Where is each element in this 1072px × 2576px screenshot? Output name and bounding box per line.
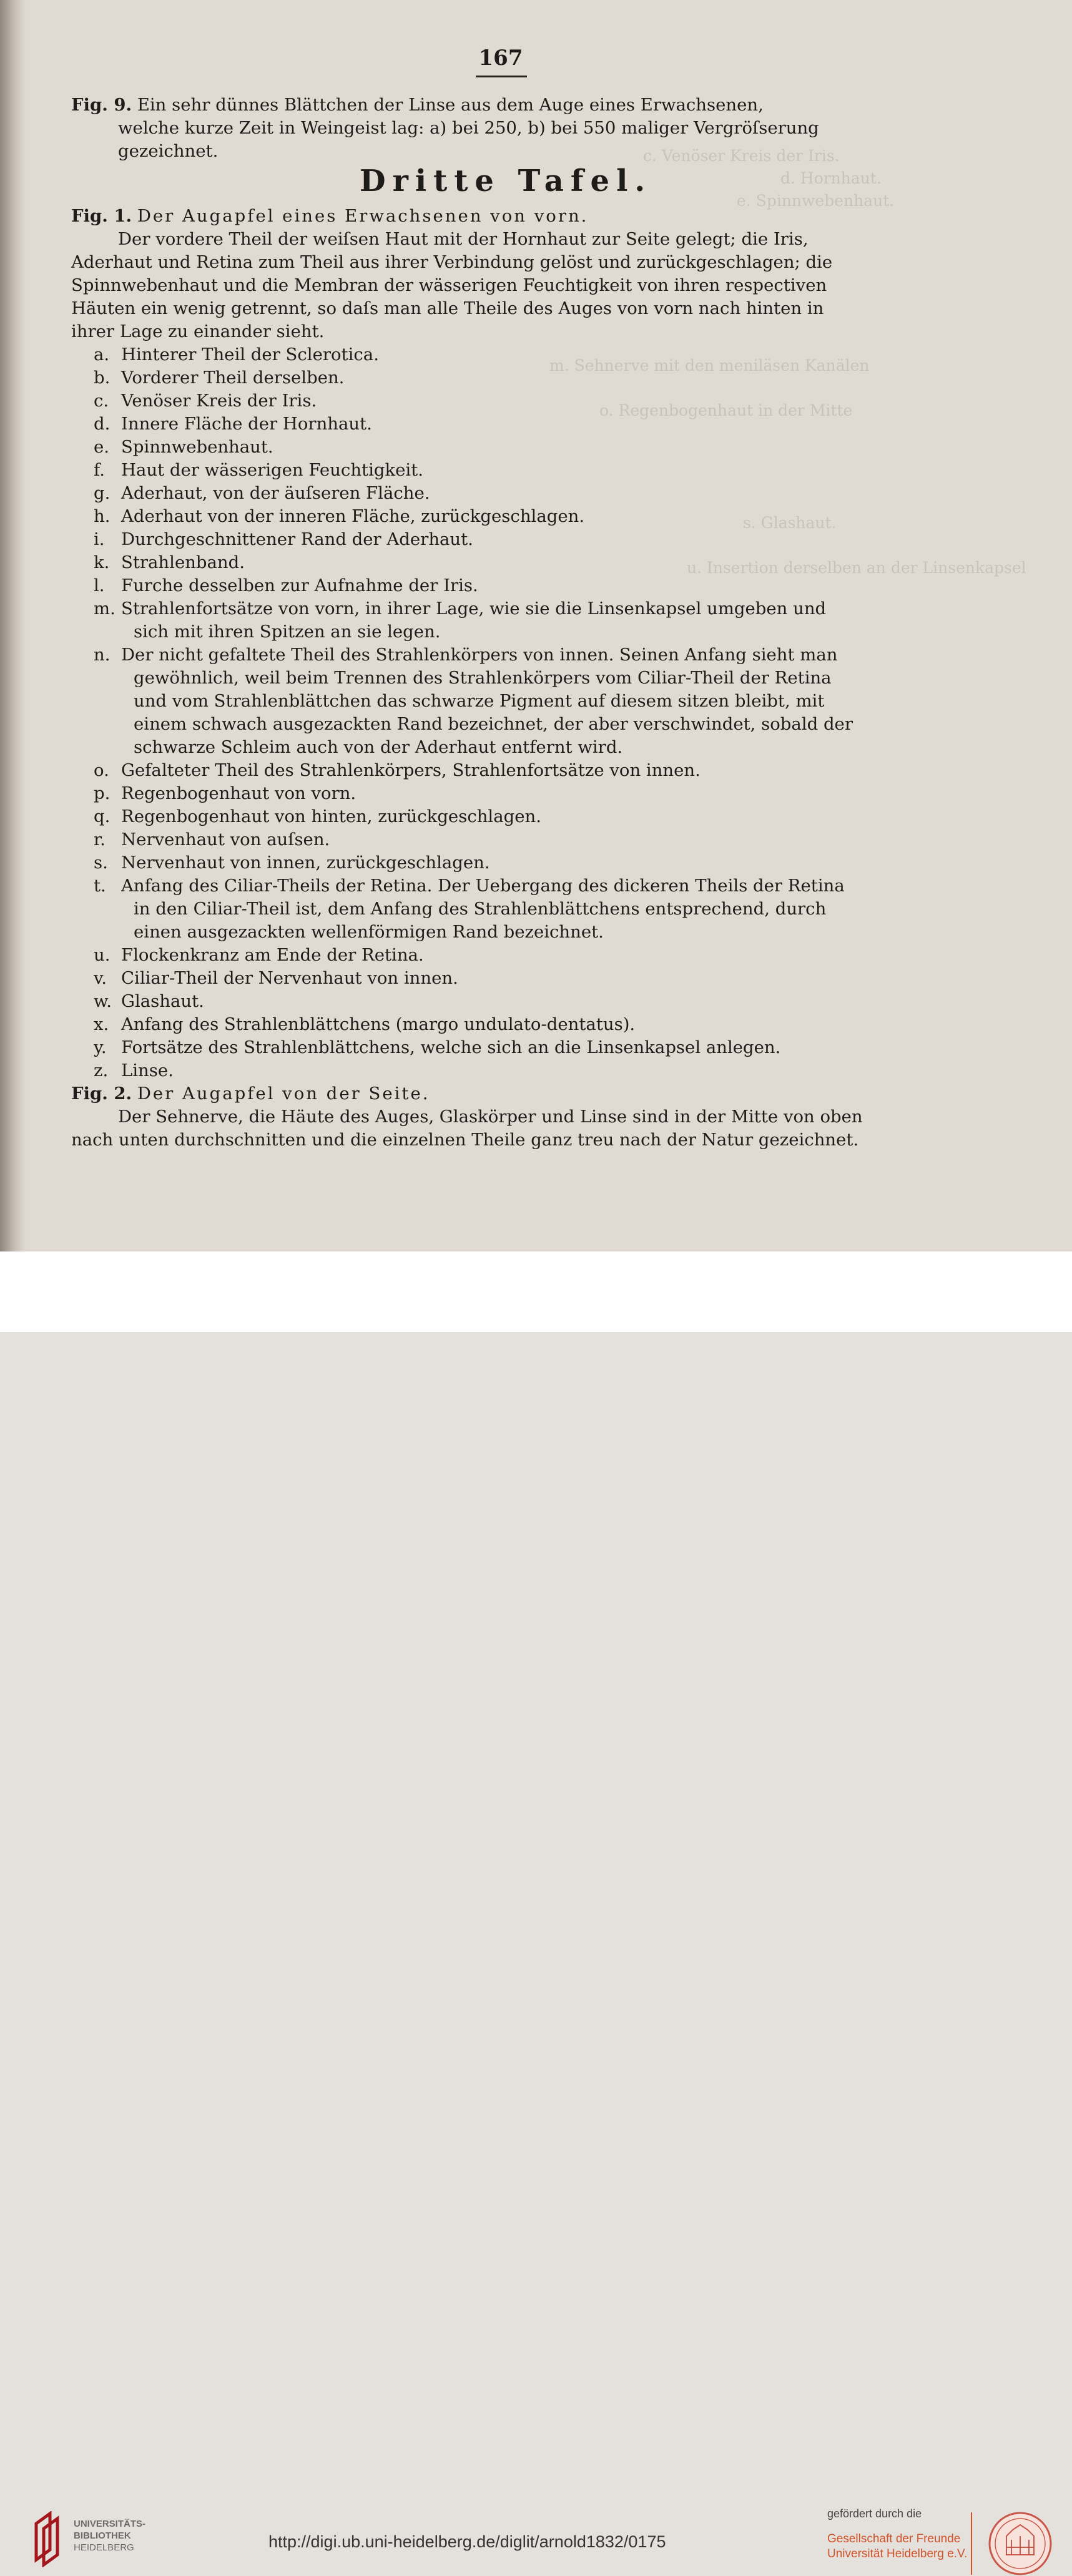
fig1-item-line: schwarze Schleim auch von der Aderhaut entfernt wird. <box>134 737 623 757</box>
funded-by-text: gefördert durch die <box>827 2507 922 2520</box>
item-text: Innere Fläche der Hornhaut. <box>121 414 372 434</box>
item-text: Der nicht gefaltete Theil des Strahlenkörpers von innen. Seinen Anfang sieht man <box>121 645 838 665</box>
fig1-intro-line: ihrer Lage zu einander sieht. <box>71 321 325 341</box>
fig1-block <box>71 205 920 1152</box>
fig1-item-line <box>94 782 920 805</box>
fig1-item-line <box>94 482 920 505</box>
scanned-page <box>0 0 1072 1251</box>
show-through-text: d. Hornhaut. <box>780 169 882 187</box>
fig1-item-line: in den Ciliar-Theil ist, dem Anfang des Strahlenblättchens entsprechend, durch <box>134 899 827 919</box>
item-text: Regenbogenhaut von vorn. <box>121 783 357 803</box>
footer <box>0 1251 1072 2560</box>
fig2-line: nach unten durchschnitten und die einzelnen Theile ganz treu nach der Natur gezeichnet. <box>71 1130 859 1150</box>
fig1-title-line <box>71 205 920 228</box>
fig1-item-line <box>94 967 920 990</box>
item-label: o. <box>94 760 109 780</box>
fig1-item-line: gewöhnlich, weil beim Trennen des Strahlenkörpers vom Ciliar-Theil der Retina <box>134 668 832 688</box>
fig1-item-line <box>94 343 920 366</box>
item-text: Hinterer Theil der Sclerotica. <box>121 345 379 365</box>
ub-logo-icon <box>31 2511 69 2567</box>
item-label: h. <box>94 506 111 526</box>
fig9-block <box>71 94 920 163</box>
fig1-item-line <box>94 574 920 597</box>
fig2-line: Der Sehnerve, die Häute des Auges, Glaskörper und Linse sind in der Mitte von oben <box>118 1107 863 1127</box>
item-text: Fortsätze des Strahlenblättchens, welche sich an die Linsenkapsel anlegen. <box>121 1037 781 1057</box>
society-name: Gesellschaft der Freunde Universität Heidelberg e.V. <box>827 2532 968 2560</box>
fig1-item-line <box>94 805 920 828</box>
item-label: y. <box>94 1037 107 1057</box>
fig1-item-line <box>94 505 920 528</box>
fig1-item-line: einen ausgezackten wellenförmigen Rand bezeichnet. <box>134 922 604 942</box>
show-through-text: c. Venöser Kreis der Iris. <box>643 147 840 165</box>
item-text: Durchgeschnittener Rand der Aderhaut. <box>121 529 473 549</box>
show-through-text: e. Spinnwebenhaut. <box>737 192 895 210</box>
fig1-item-line <box>94 551 920 574</box>
fig1-label: Fig. 1. <box>71 206 132 226</box>
item-label: i. <box>94 529 105 549</box>
show-through-text: m. Sehnerve mit den meniläsen Kanälen <box>549 356 870 375</box>
show-through-text: s. Glashaut. <box>743 514 837 532</box>
item-text: Regenbogenhaut von hinten, zurückgeschlagen. <box>121 806 541 826</box>
item-text: Strahlenfortsätze von vorn, in ihrer Lage, wie sie die Linsenkapsel umgeben und <box>121 599 827 619</box>
item-label: z. <box>94 1060 109 1080</box>
fig1-item-line <box>94 759 920 782</box>
item-text: Spinnwebenhaut. <box>121 437 273 457</box>
item-text: Aderhaut, von der äuſseren Fläche. <box>121 483 430 503</box>
item-text: Venöser Kreis der Iris. <box>121 391 317 411</box>
show-through-text: u. Insertion derselben an der Linsenkapsel <box>687 559 1026 577</box>
fig9-line-2: welche kurze Zeit in Weingeist lag: a) bei 250, b) bei 550 maliger Vergröſserung <box>118 118 819 138</box>
item-label: u. <box>94 945 111 965</box>
fig1-item-line <box>94 413 920 436</box>
item-label: g. <box>94 483 111 503</box>
item-text: Haut der wässerigen Feuchtigkeit. <box>121 460 424 480</box>
item-text: Glashaut. <box>121 991 204 1011</box>
fig2-title-line <box>71 1082 920 1105</box>
fig9-label: Fig. 9. <box>71 95 132 115</box>
permalink-url[interactable]: http://digi.ub.uni-heidelberg.de/diglit/arnold1832/0175 <box>268 2532 666 2551</box>
fig1-item-line <box>94 851 920 874</box>
item-label: p. <box>94 783 111 803</box>
item-text: Aderhaut von der inneren Fläche, zurückgeschlagen. <box>121 506 585 526</box>
item-label: r. <box>94 830 106 850</box>
fig1-item-line: sich mit ihren Spitzen an sie legen. <box>134 622 441 642</box>
university-seal-icon <box>988 2511 1053 2576</box>
fig1-item-line <box>94 436 920 459</box>
item-label: f. <box>94 460 105 480</box>
item-label: a. <box>94 345 110 365</box>
fig1-item-line <box>94 990 920 1013</box>
fig1-title: Der Augapfel eines Erwachsenen von vorn. <box>137 206 589 226</box>
fig1-item-line <box>94 644 920 667</box>
item-text: Furche desselben zur Aufnahme der Iris. <box>121 575 478 595</box>
item-text: Anfang des Strahlenblättchens (margo undulato-dentatus). <box>121 1014 636 1034</box>
fig1-item-line <box>94 366 920 389</box>
page-number-rule <box>476 76 527 77</box>
fig1-intro-line: Der vordere Theil der weiſsen Haut mit der Hornhaut zur Seite gelegt; die Iris, <box>118 229 809 249</box>
item-text: Gefalteter Theil des Strahlenkörpers, Strahlenfortsätze von innen. <box>121 760 701 780</box>
item-text: Ciliar-Theil der Nervenhaut von innen. <box>121 968 458 988</box>
fig9-line-3: gezeichnet. <box>118 141 219 161</box>
fig1-item-line <box>94 944 920 967</box>
item-label: l. <box>94 575 105 595</box>
fig1-item-line <box>94 528 920 551</box>
item-label: m. <box>94 599 116 619</box>
item-label: d. <box>94 414 111 434</box>
fig1-item-line <box>94 874 920 898</box>
item-label: s. <box>94 853 108 873</box>
fig1-item-line: einem schwach ausgezackten Rand bezeichnet, der aber verschwindet, sobald der <box>134 714 853 734</box>
fig9-line-1: Fig. 9. Ein sehr dünnes Blättchen der Linse aus dem Auge eines Erwachsenen, <box>71 95 764 115</box>
item-text: Linse. <box>121 1060 174 1080</box>
item-label: x. <box>94 1014 109 1034</box>
fig1-item-line <box>94 828 920 851</box>
fig1-item-line <box>94 459 920 482</box>
fig1-item-line <box>94 1013 920 1036</box>
plate-heading: Dritte Tafel. <box>359 164 652 198</box>
item-label: e. <box>94 437 110 457</box>
fig1-item-line: und vom Strahlenblättchen das schwarze Pigment auf diesem sitzen bleibt, mit <box>134 691 825 711</box>
item-text: Strahlenband. <box>121 552 245 572</box>
fig1-intro-line: Häuten ein wenig getrennt, so daſs man alle Theile des Auges von vorn nach hinten in <box>71 298 824 318</box>
fig1-item-line <box>94 1059 920 1082</box>
item-label: c. <box>94 391 109 411</box>
footer-divider <box>971 2512 972 2575</box>
item-text: Anfang des Ciliar-Theils der Retina. Der Uebergang des dickeren Theils der Retina <box>121 876 845 896</box>
item-label: n. <box>94 645 111 665</box>
item-label: q. <box>94 806 111 826</box>
item-text: Nervenhaut von innen, zurückgeschlagen. <box>121 853 490 873</box>
fig1-item-line <box>94 389 920 413</box>
item-label: v. <box>94 968 107 988</box>
fig1-intro-line: Aderhaut und Retina zum Theil aus ihrer Verbindung gelöst und zurückgeschlagen; die <box>71 252 833 272</box>
fig1-item-list <box>71 343 920 1082</box>
fig2-label: Fig. 2. <box>71 1084 132 1104</box>
item-label: w. <box>94 991 112 1011</box>
item-text: Nervenhaut von auſsen. <box>121 830 330 850</box>
fig1-item-line <box>94 1036 920 1059</box>
fig1-intro-line: Spinnwebenhaut und die Membran der wässerigen Feuchtigkeit von ihren respectiven <box>71 275 827 295</box>
item-label: k. <box>94 552 110 572</box>
item-text: Flockenkranz am Ende der Retina. <box>121 945 424 965</box>
fig2-title: Der Augapfel von der Seite. <box>137 1084 430 1104</box>
item-label: b. <box>94 368 111 388</box>
library-name: UNIVERSITÄTS- BIBLIOTHEK HEIDELBERG <box>74 2519 146 2553</box>
fig1-item-line <box>94 597 920 620</box>
show-through-text: o. Regenbogenhaut in der Mitte <box>599 401 853 419</box>
item-text: Vorderer Theil derselben. <box>121 368 345 388</box>
item-label: t. <box>94 876 106 896</box>
page-number: 167 <box>478 46 523 71</box>
